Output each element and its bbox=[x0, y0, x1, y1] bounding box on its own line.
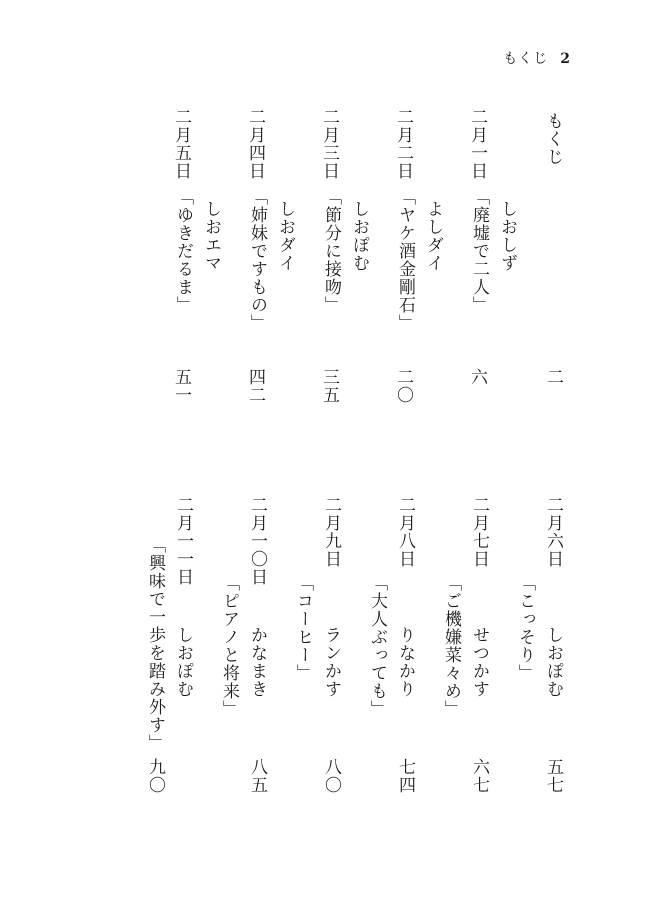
toc-entry-date: 二月二日 bbox=[393, 108, 413, 180]
toc-entry-author: せつかす bbox=[469, 626, 489, 698]
toc-heading-page: 二 bbox=[543, 368, 563, 386]
toc-entry-date: 二月八日 bbox=[395, 496, 415, 568]
toc-heading: もくじ bbox=[543, 112, 563, 166]
toc-entry-author: しおぽむ bbox=[173, 626, 193, 698]
toc-entry-title: 「ご機嫌菜々め」 bbox=[441, 574, 461, 718]
toc-entry-title: 「ゆきだるま」 bbox=[173, 188, 193, 314]
page-number: 2 bbox=[560, 51, 571, 67]
toc-entry-page: 八五 bbox=[247, 758, 267, 794]
toc-entry-title: 「ヤケ酒金剛石」 bbox=[395, 188, 415, 332]
toc-entry-author: りなかり bbox=[395, 626, 415, 698]
toc-entry-title: 「廃墟で二人」 bbox=[469, 188, 489, 314]
toc-entry-author: ランかす bbox=[321, 626, 341, 698]
toc-entry-author: かなまき bbox=[247, 626, 267, 698]
toc-entry-date: 二月一一日 bbox=[173, 496, 193, 586]
toc-entry-title: 「ピアノと将来」 bbox=[219, 574, 239, 718]
toc-entry-author: しおダイ bbox=[275, 200, 295, 272]
toc-entry-date: 二月九日 bbox=[321, 496, 341, 568]
toc-entry-page: 七四 bbox=[395, 758, 415, 794]
toc-entry-page: 二〇 bbox=[393, 368, 413, 404]
toc-entry-page: 五七 bbox=[543, 758, 563, 794]
toc-entry-date: 二月一日 bbox=[467, 108, 487, 180]
toc-entry-author: よしダイ bbox=[423, 200, 443, 272]
toc-entry-author: しおエマ bbox=[201, 200, 221, 272]
toc-entry-title: 「コーヒー」 bbox=[293, 574, 313, 682]
toc-entry-date: 二月四日 bbox=[245, 108, 265, 180]
toc-entry-page: 六 bbox=[467, 368, 487, 386]
toc-entry-author: しおぽむ bbox=[543, 626, 563, 698]
toc-entry-page: 三五 bbox=[319, 368, 339, 404]
toc-entry-date: 二月七日 bbox=[469, 496, 489, 568]
toc-entry-title: 「大人ぶっても」 bbox=[367, 574, 387, 718]
toc-entry-page: 六七 bbox=[469, 758, 489, 794]
toc-entry-page: 八〇 bbox=[321, 758, 341, 794]
toc-entry-date: 二月三日 bbox=[319, 108, 339, 180]
toc-entry-page: 五一 bbox=[171, 368, 191, 404]
toc-entry-date: 二月五日 bbox=[171, 108, 191, 180]
header-title: もくじ bbox=[503, 51, 549, 67]
toc-entry-title: 「節分に接吻」 bbox=[321, 188, 341, 314]
toc-entry-title: 「姉妹ですもの」 bbox=[247, 188, 267, 332]
toc-entry-date: 二月一〇日 bbox=[247, 496, 267, 586]
toc-entry-author: しおぽむ bbox=[349, 200, 369, 272]
toc-entry-title: 「こっそり」 bbox=[515, 574, 535, 682]
running-header bbox=[503, 48, 571, 68]
toc-entry-page: 九〇 bbox=[145, 758, 165, 794]
toc-entry-page: 四二 bbox=[245, 368, 265, 404]
toc-entry-date: 二月六日 bbox=[543, 496, 563, 568]
toc-entry-title: 「興味で一歩を踏み外す」 bbox=[145, 536, 165, 752]
toc-entry-author: しおしず bbox=[497, 200, 517, 272]
